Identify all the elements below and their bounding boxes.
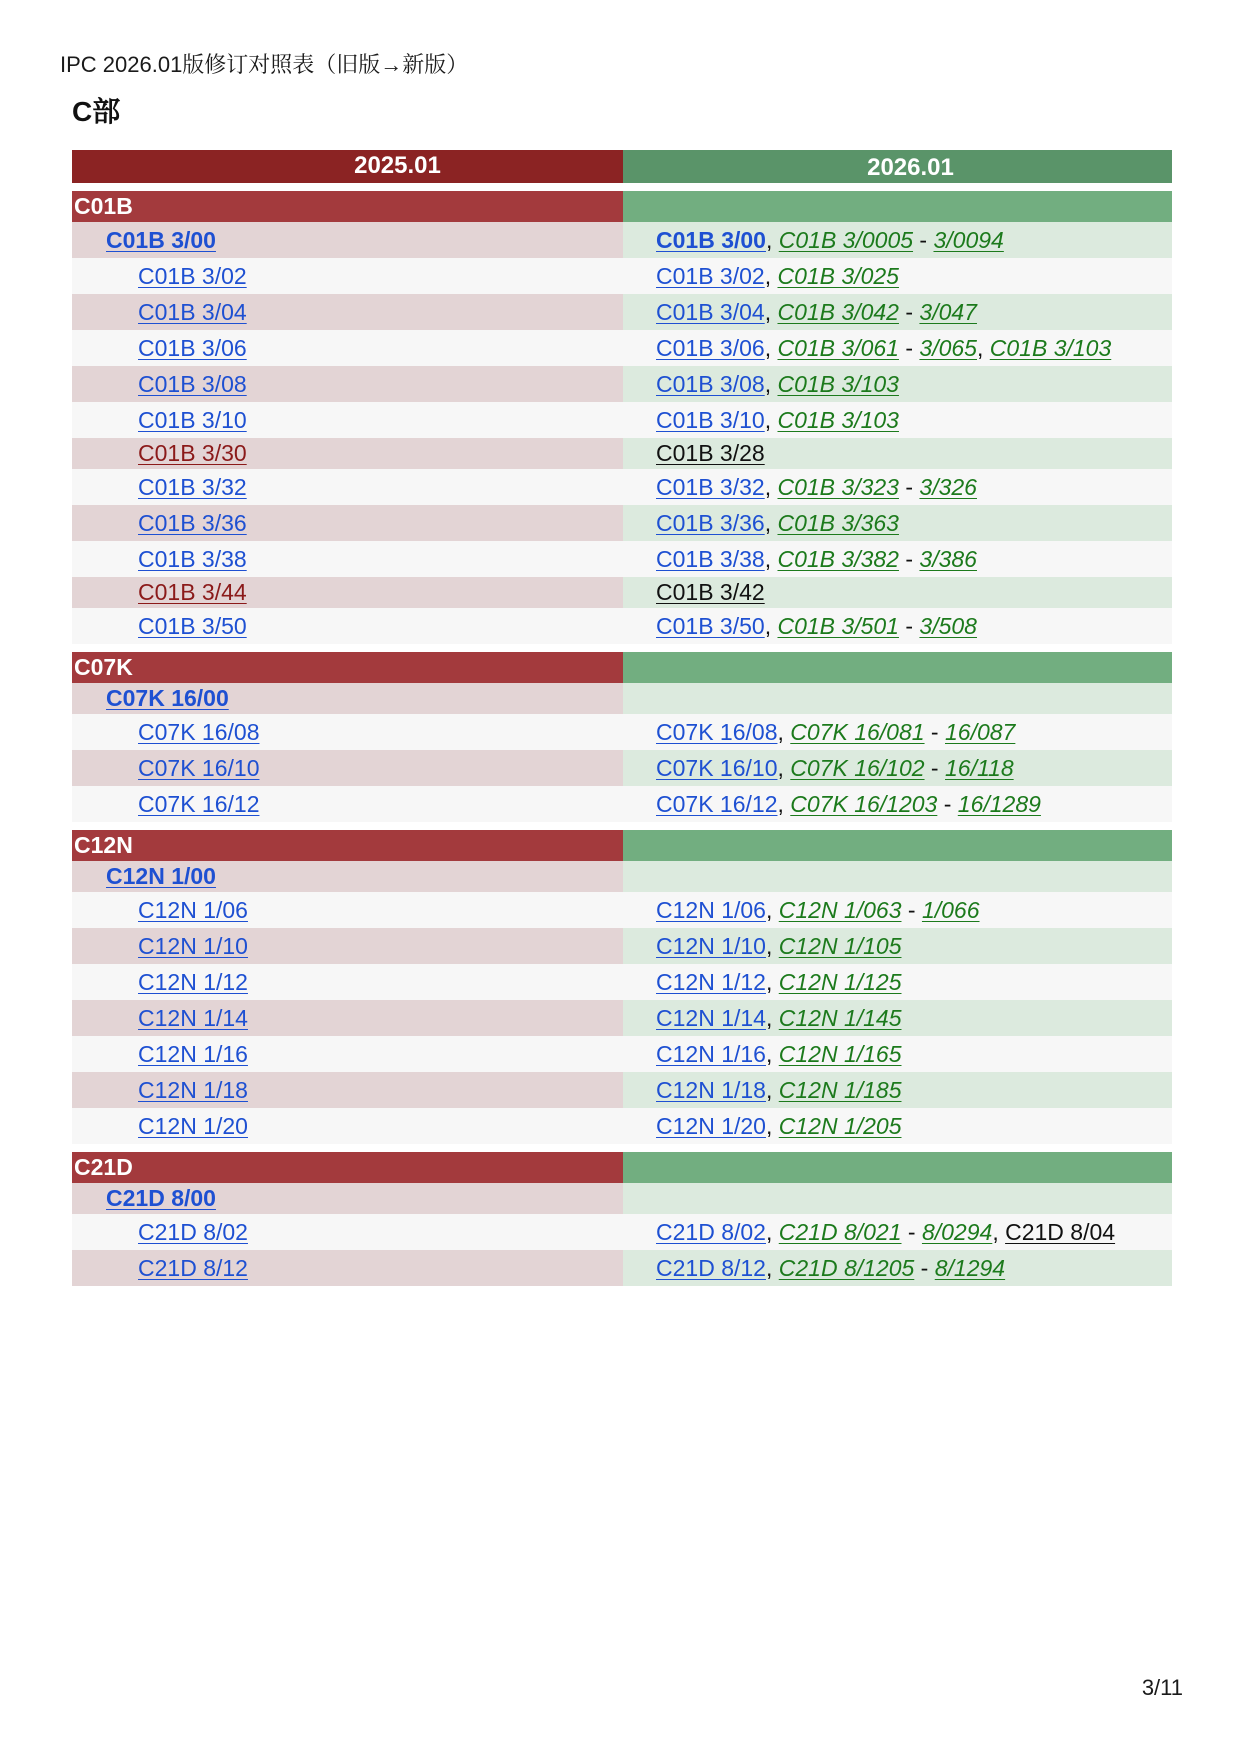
table-row <box>72 1183 1172 1214</box>
old-symbol-link[interactable]: C01B 3/50 <box>138 612 247 639</box>
separator: - <box>924 754 945 781</box>
new-symbols-cell <box>623 861 1172 892</box>
old-symbol-link[interactable]: C01B 3/38 <box>138 545 247 572</box>
new-symbols-cell <box>623 1108 1172 1144</box>
old-symbol-cell <box>72 294 623 330</box>
old-symbol-cell <box>72 366 623 402</box>
table-row <box>72 683 1172 714</box>
reassigned-symbol-link[interactable]: C01B 3/28 <box>656 440 765 466</box>
old-symbol-link[interactable]: C12N 1/16 <box>138 1040 248 1067</box>
separator: - <box>898 545 920 572</box>
separator: - <box>914 1254 935 1281</box>
old-symbol-cell <box>72 750 623 786</box>
table-row <box>72 469 1172 505</box>
old-symbol-cell <box>72 1036 623 1072</box>
old-symbol-cell <box>72 577 623 608</box>
table-row <box>72 438 1172 469</box>
table-row <box>72 222 1172 258</box>
old-symbol-link[interactable]: C21D 8/12 <box>138 1254 248 1281</box>
old-symbol-link[interactable]: C07K 16/10 <box>138 754 260 781</box>
new-symbol-link[interactable]: C07K 16/08 <box>656 718 778 745</box>
new-symbol-link[interactable]: C01B 3/08 <box>656 370 765 397</box>
added-symbol-link[interactable]: C21D 8/021 <box>778 1218 902 1245</box>
table-row <box>72 714 1172 750</box>
new-main-group-link[interactable]: C01B 3/00 <box>656 226 766 253</box>
added-symbol-link[interactable]: 3/0094 <box>933 226 1004 253</box>
new-symbol-link[interactable]: C01B 3/06 <box>656 334 765 361</box>
new-symbols-cell <box>623 964 1172 1000</box>
separator: , <box>764 545 778 572</box>
subclass-new-cell <box>623 652 1172 683</box>
subclass-group-c07k <box>72 652 1172 822</box>
new-symbols-cell <box>623 928 1172 964</box>
new-symbol-link[interactable]: C01B 3/32 <box>656 473 765 500</box>
old-moved-symbol-link[interactable]: C01B 3/30 <box>138 440 247 466</box>
old-symbol-link[interactable]: C01B 3/04 <box>138 298 247 325</box>
subclass-group-c21d <box>72 1152 1172 1286</box>
table-row <box>72 786 1172 822</box>
added-symbol-link[interactable]: C12N 1/063 <box>778 896 902 923</box>
old-symbol-cell <box>72 402 623 438</box>
new-symbol-link[interactable]: C07K 16/10 <box>656 754 778 781</box>
old-symbol-cell <box>72 683 623 714</box>
new-symbol-link[interactable]: C07K 16/12 <box>656 790 778 817</box>
page-indicator: 3/11 <box>1141 1675 1183 1700</box>
new-symbols-cell <box>623 258 1172 294</box>
separator: , <box>777 754 791 781</box>
old-symbol-link[interactable]: C01B 3/32 <box>138 473 247 500</box>
old-symbol-cell <box>72 714 623 750</box>
table-row <box>72 1036 1172 1072</box>
subclass-group-c12n <box>72 830 1172 1144</box>
separator: , <box>764 370 778 397</box>
new-symbol-link[interactable]: C21D 8/12 <box>656 1254 766 1281</box>
subclass-row <box>72 830 1172 861</box>
old-symbol-cell <box>72 222 623 258</box>
separator: , <box>765 1040 779 1067</box>
subclass-row <box>72 652 1172 683</box>
table-row <box>72 1108 1172 1144</box>
separator: - <box>898 473 920 500</box>
old-symbol-cell <box>72 964 623 1000</box>
separator: - <box>898 334 920 361</box>
old-symbol-link[interactable]: C12N 1/18 <box>138 1076 248 1103</box>
old-symbol-link[interactable]: C07K 16/12 <box>138 790 260 817</box>
old-main-group-link[interactable]: C07K 16/00 <box>106 685 229 711</box>
separator: , <box>765 896 779 923</box>
new-symbols-cell <box>623 402 1172 438</box>
added-symbol-link[interactable]: 8/0294 <box>921 1218 993 1245</box>
new-symbol-link[interactable]: C12N 1/18 <box>656 1076 766 1103</box>
table-row <box>72 258 1172 294</box>
old-symbol-cell <box>72 892 623 928</box>
added-symbol-link[interactable]: C01B 3/103 <box>989 334 1112 361</box>
reassigned-symbol-link[interactable]: C21D 8/04 <box>1005 1218 1116 1245</box>
added-symbol-link[interactable]: 16/1289 <box>957 790 1041 817</box>
new-symbols-cell <box>623 330 1172 366</box>
table-row <box>72 541 1172 577</box>
old-symbol-cell <box>72 505 623 541</box>
old-symbol-link[interactable]: C01B 3/36 <box>138 509 247 536</box>
old-symbol-link[interactable]: C01B 3/06 <box>138 334 247 361</box>
new-symbol-link[interactable]: C01B 3/04 <box>656 298 765 325</box>
table-row <box>72 1000 1172 1036</box>
separator: , <box>765 1254 779 1281</box>
separator: , <box>765 1076 779 1103</box>
old-symbol-cell <box>72 1183 623 1214</box>
old-main-group-link[interactable]: C01B 3/00 <box>106 226 216 253</box>
table-row <box>72 964 1172 1000</box>
added-symbol-link[interactable]: C01B 3/382 <box>777 545 899 572</box>
new-symbol-link[interactable]: C12N 1/10 <box>656 932 766 959</box>
old-symbol-cell <box>72 330 623 366</box>
added-symbol-link[interactable]: C01B 3/103 <box>777 406 899 433</box>
new-symbol-link[interactable]: C12N 1/06 <box>656 896 766 923</box>
subclass-label: C01B <box>72 191 623 222</box>
new-symbols-cell <box>623 608 1172 644</box>
added-symbol-link[interactable]: C07K 16/102 <box>790 754 925 781</box>
old-symbol-cell <box>72 1072 623 1108</box>
new-symbol-link[interactable]: C01B 3/10 <box>656 406 765 433</box>
separator: , <box>777 790 791 817</box>
separator: , <box>764 473 778 500</box>
old-symbol-link[interactable]: C12N 1/12 <box>138 968 248 995</box>
new-symbol-link[interactable]: C12N 1/20 <box>656 1112 766 1139</box>
new-symbol-link[interactable]: C01B 3/36 <box>656 509 765 536</box>
added-symbol-link[interactable]: C01B 3/061 <box>777 334 899 361</box>
old-symbol-link[interactable]: C12N 1/10 <box>138 932 248 959</box>
new-symbol-link[interactable]: C01B 3/50 <box>656 612 765 639</box>
added-symbol-link[interactable]: 8/1294 <box>934 1254 1006 1281</box>
table-row <box>72 1214 1172 1250</box>
added-symbol-link[interactable]: C07K 16/1203 <box>790 790 938 817</box>
old-version-header: 2025.01 <box>72 150 623 183</box>
old-symbol-link[interactable]: C12N 1/20 <box>138 1112 248 1139</box>
old-symbol-link[interactable]: C07K 16/08 <box>138 718 260 745</box>
new-symbols-cell <box>623 438 1172 469</box>
old-symbol-link[interactable]: C01B 3/10 <box>138 406 247 433</box>
added-symbol-link[interactable]: C12N 1/145 <box>778 1004 902 1031</box>
old-symbol-cell <box>72 541 623 577</box>
table-row <box>72 1072 1172 1108</box>
separator: - <box>901 896 922 923</box>
added-symbol-link[interactable]: 16/118 <box>945 754 1014 781</box>
document-title: IPC 2026.01版修订对照表（旧版→新版） <box>60 52 469 77</box>
new-symbols-cell <box>623 1000 1172 1036</box>
added-symbol-link[interactable]: 1/066 <box>921 896 980 923</box>
added-symbol-link[interactable]: C01B 3/0005 <box>778 226 914 253</box>
new-symbols-cell <box>623 577 1172 608</box>
separator: - <box>913 226 934 253</box>
new-symbol-link[interactable]: C21D 8/02 <box>656 1218 766 1245</box>
table-row <box>72 366 1172 402</box>
added-symbol-link[interactable]: C07K 16/081 <box>790 718 925 745</box>
old-symbol-link[interactable]: C01B 3/08 <box>138 370 247 397</box>
new-symbols-cell <box>623 294 1172 330</box>
separator: , <box>765 968 779 995</box>
table-row <box>72 861 1172 892</box>
new-symbol-link[interactable]: C12N 1/14 <box>656 1004 766 1031</box>
separator: , <box>764 262 778 289</box>
old-symbol-link[interactable]: C21D 8/02 <box>138 1218 248 1245</box>
new-symbols-cell <box>623 1072 1172 1108</box>
new-symbols-cell <box>623 786 1172 822</box>
separator: , <box>765 1112 779 1139</box>
new-symbols-cell <box>623 714 1172 750</box>
separator: , <box>765 226 779 253</box>
old-symbol-cell <box>72 928 623 964</box>
old-symbol-cell <box>72 608 623 644</box>
separator: , <box>764 334 778 361</box>
added-symbol-link[interactable]: 16/087 <box>945 718 1016 745</box>
subclass-group-c01b <box>72 191 1172 644</box>
reassigned-symbol-link[interactable]: C01B 3/42 <box>656 579 765 605</box>
added-symbol-link[interactable]: C01B 3/025 <box>777 262 899 289</box>
new-symbols-cell <box>623 1036 1172 1072</box>
subclass-new-cell <box>623 830 1172 861</box>
added-symbol-link[interactable]: C01B 3/323 <box>777 473 899 500</box>
added-symbol-link[interactable]: C01B 3/501 <box>777 612 899 639</box>
separator: - <box>937 790 958 817</box>
new-symbol-link[interactable]: C01B 3/38 <box>656 545 765 572</box>
separator: , <box>765 1004 779 1031</box>
table-row <box>72 505 1172 541</box>
subclass-new-cell <box>623 191 1172 222</box>
old-symbol-cell <box>72 861 623 892</box>
old-symbol-cell <box>72 1250 623 1286</box>
added-symbol-link[interactable]: 3/326 <box>919 473 977 500</box>
old-moved-symbol-link[interactable]: C01B 3/44 <box>138 579 247 605</box>
separator: , <box>764 406 778 433</box>
old-symbol-cell <box>72 258 623 294</box>
added-symbol-link[interactable]: C21D 8/1205 <box>778 1254 915 1281</box>
subclass-label: C07K <box>72 652 623 683</box>
added-symbol-link[interactable]: C12N 1/205 <box>778 1112 902 1139</box>
added-symbol-link[interactable]: 3/065 <box>919 334 977 361</box>
new-symbol-link[interactable]: C12N 1/12 <box>656 968 766 995</box>
separator: , <box>765 1218 779 1245</box>
subclass-row <box>72 191 1172 222</box>
revision-comparison-table <box>72 150 1172 1286</box>
table-row <box>72 402 1172 438</box>
old-symbol-link[interactable]: C01B 3/02 <box>138 262 247 289</box>
added-symbol-link[interactable]: 3/508 <box>919 612 977 639</box>
separator: , <box>764 509 778 536</box>
table-row <box>72 892 1172 928</box>
old-main-group-link[interactable]: C12N 1/00 <box>106 863 216 889</box>
separator: , <box>764 298 778 325</box>
added-symbol-link[interactable]: C12N 1/125 <box>778 968 902 995</box>
new-symbols-cell <box>623 1250 1172 1286</box>
new-symbols-cell <box>623 892 1172 928</box>
separator: - <box>898 612 920 639</box>
separator: - <box>924 718 945 745</box>
separator: , <box>764 612 778 639</box>
separator: , <box>777 718 791 745</box>
table-row <box>72 750 1172 786</box>
added-symbol-link[interactable]: C12N 1/165 <box>778 1040 902 1067</box>
table-row <box>72 1250 1172 1286</box>
new-symbols-cell <box>623 222 1172 258</box>
added-symbol-link[interactable]: 3/047 <box>919 298 977 325</box>
table-row <box>72 294 1172 330</box>
separator: - <box>898 298 920 325</box>
old-symbol-cell <box>72 786 623 822</box>
subclass-row <box>72 1152 1172 1183</box>
separator: , <box>976 334 990 361</box>
new-symbols-cell <box>623 750 1172 786</box>
added-symbol-link[interactable]: C01B 3/363 <box>777 509 899 536</box>
old-symbol-cell <box>72 469 623 505</box>
old-main-group-link[interactable]: C21D 8/00 <box>106 1185 216 1211</box>
new-symbols-cell <box>623 366 1172 402</box>
separator: , <box>765 932 779 959</box>
added-symbol-link[interactable]: C01B 3/103 <box>777 370 899 397</box>
new-symbols-cell <box>623 469 1172 505</box>
old-symbol-link[interactable]: C12N 1/14 <box>138 1004 248 1031</box>
new-symbols-cell <box>623 1214 1172 1250</box>
new-symbols-cell <box>623 1183 1172 1214</box>
separator: - <box>901 1218 922 1245</box>
new-symbols-cell <box>623 683 1172 714</box>
table-row <box>72 608 1172 644</box>
table-row <box>72 928 1172 964</box>
table-header-row <box>72 150 1172 183</box>
subclass-new-cell <box>623 1152 1172 1183</box>
old-symbol-cell <box>72 1000 623 1036</box>
subclass-label: C12N <box>72 830 623 861</box>
new-symbol-link[interactable]: C12N 1/16 <box>656 1040 766 1067</box>
old-symbol-cell <box>72 1214 623 1250</box>
new-symbol-link[interactable]: C01B 3/02 <box>656 262 765 289</box>
old-symbol-cell <box>72 438 623 469</box>
table-row <box>72 577 1172 608</box>
separator: , <box>992 1218 1006 1245</box>
table-row <box>72 330 1172 366</box>
old-symbol-cell <box>72 1108 623 1144</box>
subclass-groups <box>72 191 1172 1286</box>
added-symbol-link[interactable]: C12N 1/105 <box>778 932 902 959</box>
new-version-header: 2026.01 <box>623 150 1172 183</box>
new-symbols-cell <box>623 505 1172 541</box>
subclass-label: C21D <box>72 1152 623 1183</box>
old-symbol-link[interactable]: C12N 1/06 <box>138 896 248 923</box>
added-symbol-link[interactable]: 3/386 <box>919 545 977 572</box>
new-symbols-cell <box>623 541 1172 577</box>
added-symbol-link[interactable]: C12N 1/185 <box>778 1076 902 1103</box>
added-symbol-link[interactable]: C01B 3/042 <box>777 298 899 325</box>
section-heading: C部 <box>72 96 121 127</box>
